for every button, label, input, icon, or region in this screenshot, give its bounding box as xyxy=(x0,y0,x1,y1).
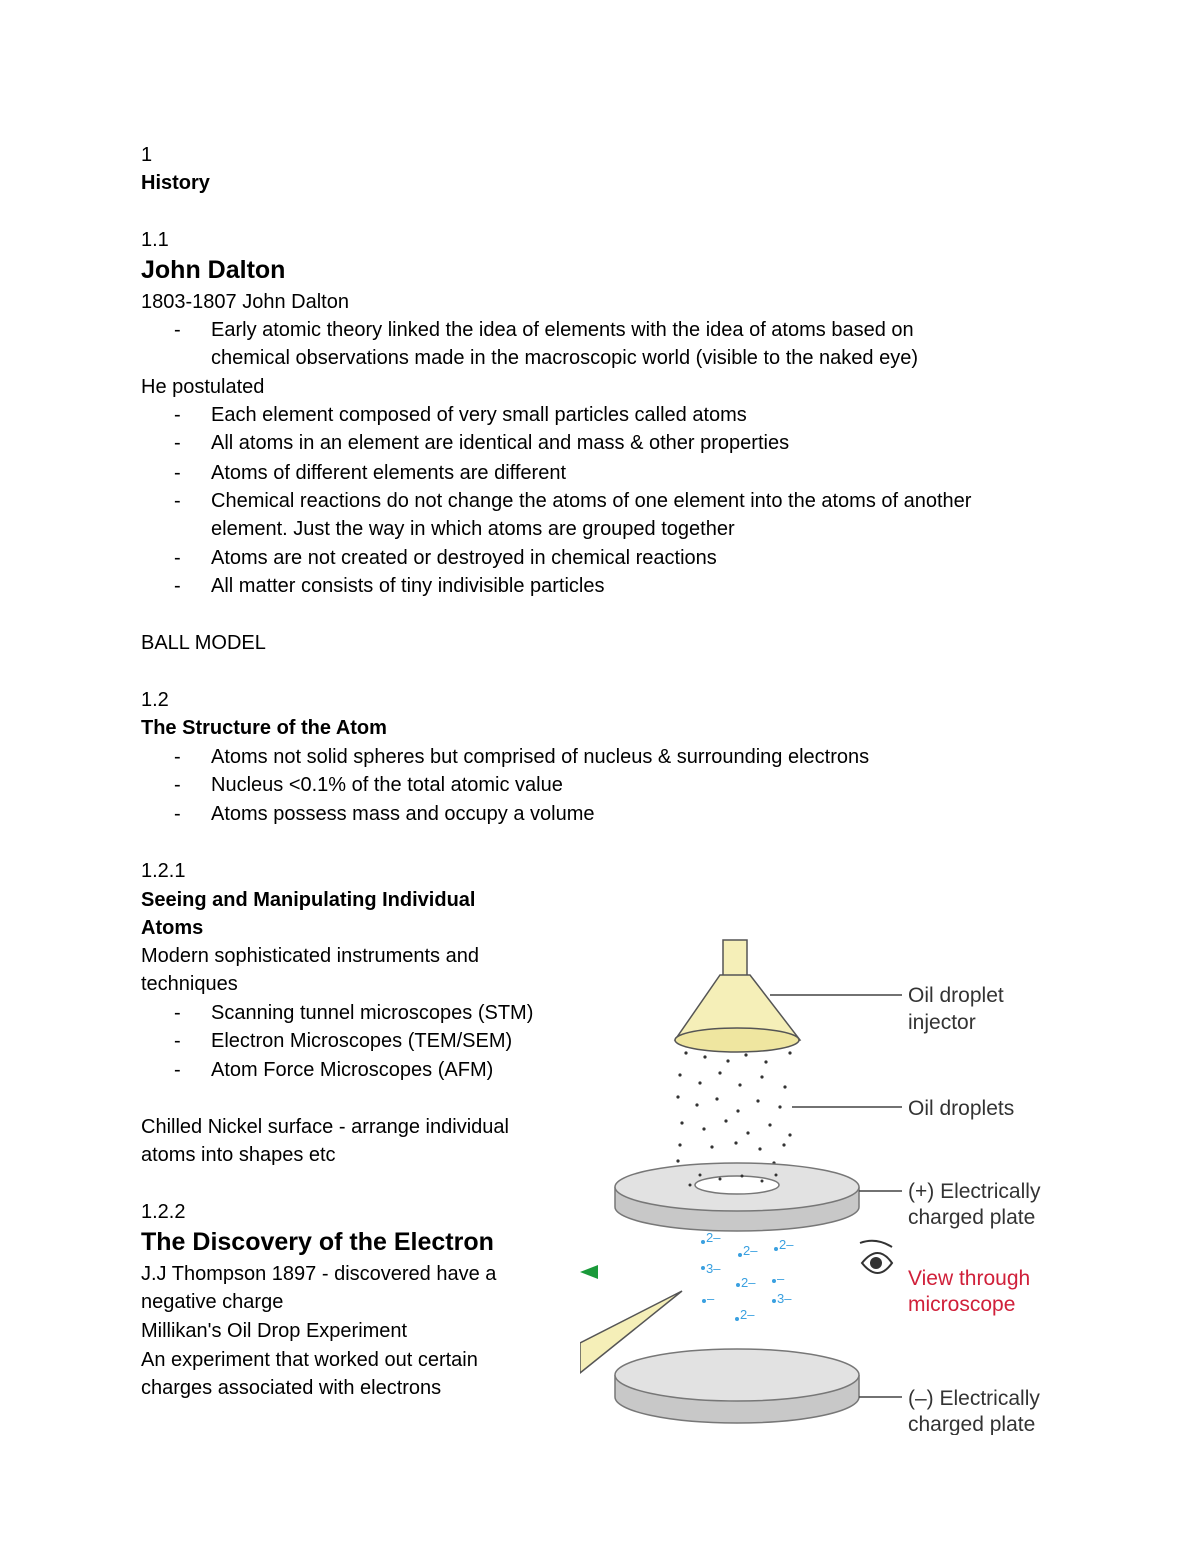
paragraph-line: techniques xyxy=(141,973,238,995)
bullet-dash: - xyxy=(174,774,181,796)
charge-label: 2– xyxy=(706,1230,721,1245)
list-item-text: Atoms not solid spheres but comprised of nucleus & surrounding electrons xyxy=(211,746,870,768)
list-item-text: Nucleus <0.1% of the total atomic value xyxy=(211,774,563,796)
heading-john-dalton: John Dalton xyxy=(141,256,286,284)
list-item-text: Atoms are not created or destroyed in chemical reactions xyxy=(211,547,717,569)
paragraph-line: atoms into shapes etc xyxy=(141,1144,336,1166)
list-item-text: Early atomic theory linked the idea of elements with the idea of atoms based on xyxy=(211,319,914,341)
paragraph-line: Chilled Nickel surface - arrange individual xyxy=(141,1116,509,1138)
list-item-text: Scanning tunnel microscopes (STM) xyxy=(211,1002,534,1024)
charge-label: 2– xyxy=(779,1237,794,1252)
bullet-dash: - xyxy=(174,803,181,825)
list-item-text: Each element composed of very small particles called atoms xyxy=(211,404,747,426)
charge-label: 3– xyxy=(706,1261,721,1276)
label-plus-plate-line2: charged plate xyxy=(908,1206,1036,1229)
list-item-text: Atoms possess mass and occupy a volume xyxy=(211,803,595,825)
section-title: History xyxy=(141,172,210,194)
list-item-text: chemical observations made in the macroscopic world (visible to the naked eye) xyxy=(211,347,919,369)
paragraph-line: An experiment that worked out certain xyxy=(141,1349,478,1371)
charge-label: – xyxy=(777,1271,785,1286)
section-number: 1.2.2 xyxy=(141,1201,186,1223)
bullet-dash: - xyxy=(174,1002,181,1024)
section-number: 1 xyxy=(141,144,153,166)
heading-structure-of-atom: The Structure of the Atom xyxy=(141,717,387,739)
paragraph-line: Modern sophisticated instruments and xyxy=(141,945,479,967)
bullet-dash: - xyxy=(174,319,181,341)
heading-seeing-atoms: Seeing and Manipulating Individual xyxy=(141,889,476,911)
charge-label: 2– xyxy=(741,1275,756,1290)
label-microscope-line2: microscope xyxy=(908,1293,1016,1316)
paragraph-line: J.J Thompson 1897 - discovered have a xyxy=(141,1263,497,1285)
oil-drop-experiment-diagram xyxy=(580,935,1070,1435)
injector-tube xyxy=(723,940,747,976)
oil-droplets xyxy=(676,1051,795,1170)
charge-label: – xyxy=(707,1291,715,1306)
list-item-text: Atoms of different elements are different xyxy=(211,462,567,484)
list-item-text: Chemical reactions do not change the atoms of one element into the atoms of another xyxy=(211,490,972,512)
paragraph-line: negative charge xyxy=(141,1291,284,1313)
positive-plate xyxy=(615,1163,859,1231)
list-item-text: All atoms in an element are identical and mass & other properties xyxy=(211,432,790,454)
eye-icon xyxy=(860,1241,892,1273)
label-injector-line2: injector xyxy=(908,1011,976,1034)
ball-model-label: BALL MODEL xyxy=(141,632,266,654)
postulated-label: He postulated xyxy=(141,376,265,398)
bullet-dash: - xyxy=(174,490,181,512)
list-item-text: Electron Microscopes (TEM/SEM) xyxy=(211,1030,513,1052)
bullet-dash: - xyxy=(174,462,181,484)
funnel-opening xyxy=(675,1028,799,1052)
heading-seeing-atoms-line2: Atoms xyxy=(141,917,204,939)
heading-discovery-electron: The Discovery of the Electron xyxy=(141,1228,494,1256)
list-item-text: All matter consists of tiny indivisible particles xyxy=(211,575,605,597)
bullet-dash: - xyxy=(174,432,181,454)
dalton-intro: 1803-1807 John Dalton xyxy=(141,291,349,313)
label-oil-droplets: Oil droplets xyxy=(908,1097,1015,1120)
label-injector: Oil droplet xyxy=(908,984,1004,1007)
bullet-dash: - xyxy=(174,1030,181,1052)
charge-label: 2– xyxy=(740,1307,755,1322)
label-microscope: View through xyxy=(908,1267,1031,1290)
charge-label: 3– xyxy=(777,1291,792,1306)
list-item-text: element. Just the way in which atoms are grouped together xyxy=(211,518,735,540)
label-minus-plate-line2: charged plate xyxy=(908,1413,1036,1435)
label-minus-plate: (–) Electrically xyxy=(908,1387,1040,1410)
negative-plate xyxy=(615,1349,859,1423)
arrow-icon xyxy=(580,1265,598,1279)
paragraph-line: charges associated with electrons xyxy=(141,1377,442,1399)
bullet-dash: - xyxy=(174,1059,181,1081)
bullet-dash: - xyxy=(174,547,181,569)
section-number: 1.2.1 xyxy=(141,860,186,882)
section-number: 1.2 xyxy=(141,689,169,711)
charge-label: 2– xyxy=(743,1243,758,1258)
bullet-dash: - xyxy=(174,746,181,768)
paragraph-line: Millikan's Oil Drop Experiment xyxy=(141,1320,408,1342)
list-item-text: Atom Force Microscopes (AFM) xyxy=(211,1059,494,1081)
label-plus-plate: (+) Electrically xyxy=(908,1180,1041,1203)
bullet-dash: - xyxy=(174,404,181,426)
charged-droplets xyxy=(701,1230,794,1322)
section-number: 1.1 xyxy=(141,229,169,251)
bullet-dash: - xyxy=(174,575,181,597)
